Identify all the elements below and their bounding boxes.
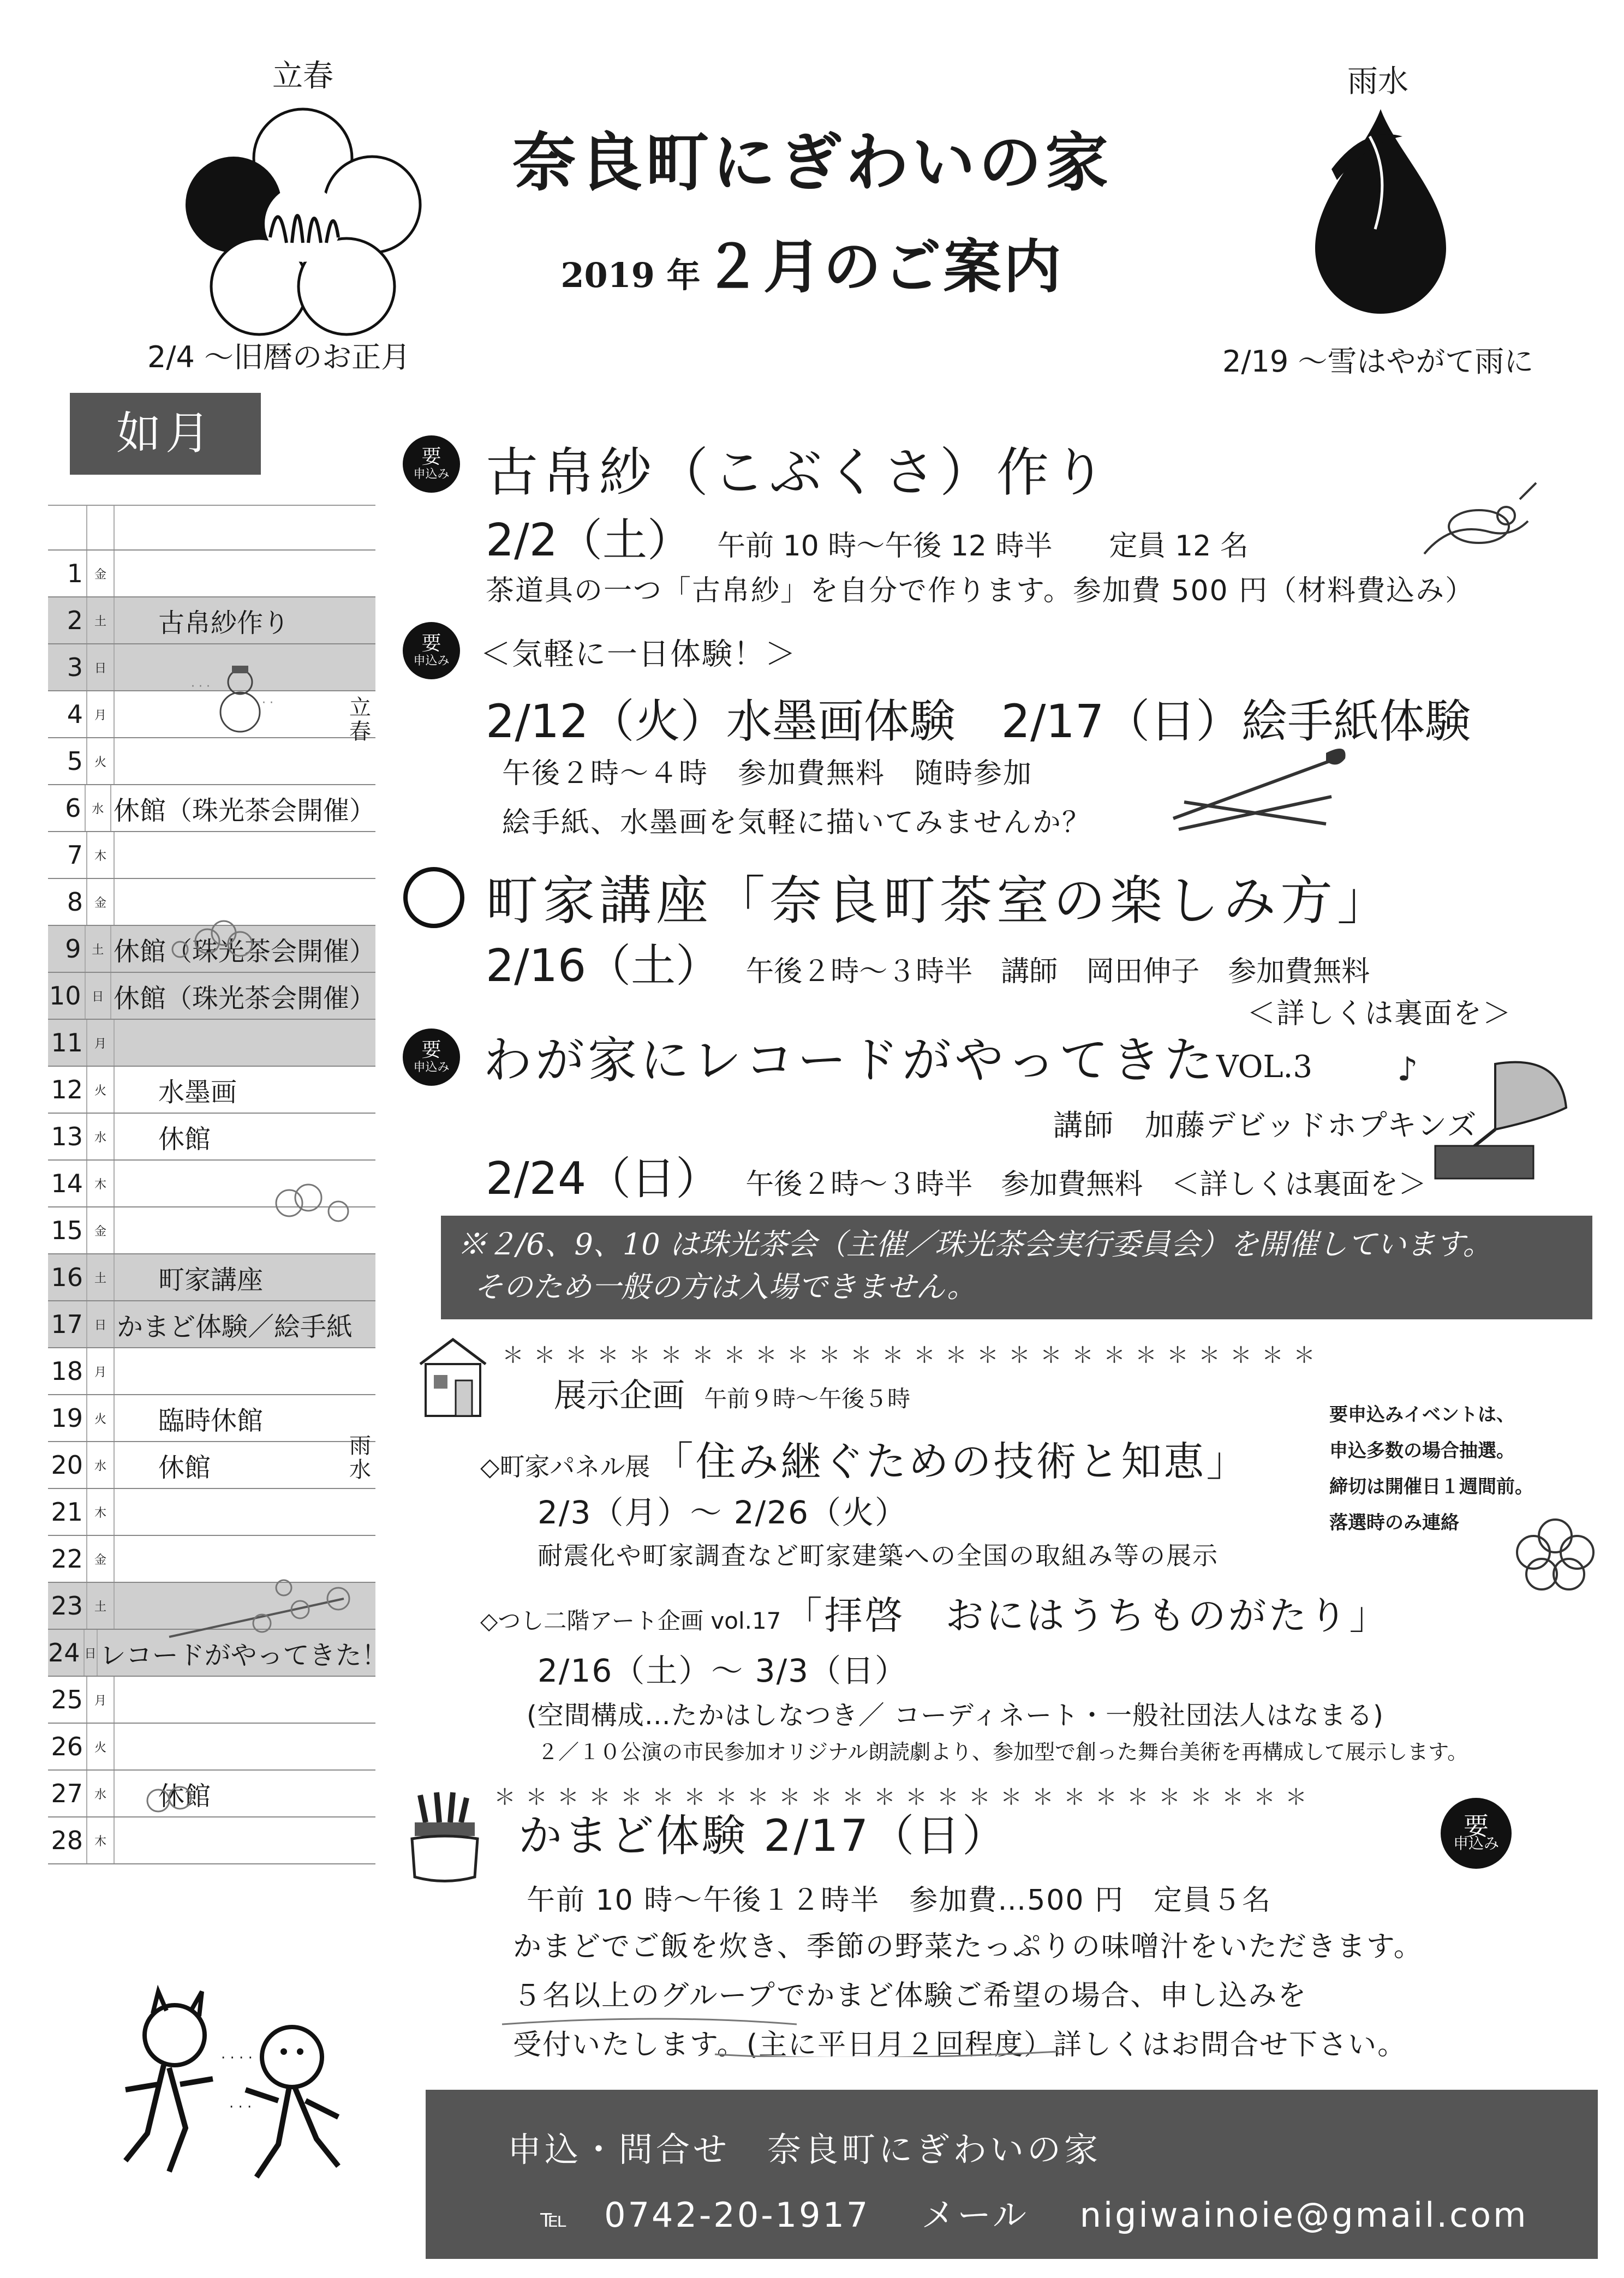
svg-text:· · ·: · · ·	[191, 680, 210, 693]
calendar-weekday: 土	[85, 926, 111, 972]
calendar-row	[48, 1020, 375, 1067]
calendar-row	[48, 1724, 375, 1771]
calendar-risshun-mark: 立春	[349, 695, 371, 744]
calendar-event: 町家講座	[158, 1264, 264, 1295]
calendar-weekday: 木	[86, 1817, 115, 1863]
star-divider: ＊＊＊＊＊＊＊＊＊＊＊＊＊＊＊＊＊＊＊＊＊＊＊＊＊＊	[494, 1785, 1317, 1810]
kamado-group-line1: ５名以上のグループでかまど体験ご希望の場合、申し込みを	[513, 1980, 1307, 2012]
koza-date: 2/16（土）	[486, 940, 721, 992]
apply-required-badge	[1441, 1798, 1512, 1869]
underline-swoosh	[497, 2002, 1070, 2057]
contact-label: 申込・問合せ 奈良町にぎわいの家	[507, 2130, 1102, 2169]
calendar-day: 20	[51, 1450, 83, 1480]
lottery-line1: 要申込みイベントは、	[1329, 1404, 1515, 1426]
exhibition-hours: 午前９時～午後５時	[704, 1385, 911, 1412]
koza-more: ＜詳しくは裏面を＞	[1247, 997, 1513, 1030]
record-vol: VOL.3	[1216, 1049, 1312, 1085]
calendar-weekday: 日	[85, 973, 111, 1019]
calendar-weekday: 金	[86, 1536, 115, 1582]
calendar-day: 15	[51, 1216, 83, 1245]
calendar-event: レコードがやってきた！	[99, 1640, 388, 1671]
art-title-row	[480, 1585, 1390, 1640]
apply-required-badge	[403, 1029, 460, 1086]
record-date: 2/24（日）	[486, 1153, 721, 1205]
calendar-day: 5	[67, 746, 83, 776]
calendar-weekday: 日	[86, 1301, 115, 1347]
contact-panel	[426, 2090, 1598, 2259]
panel-dates: 2/3（月）～ 2/26（火）	[538, 1494, 908, 1531]
calendar-weekday: 水	[86, 1771, 115, 1816]
calendar-day: 21	[51, 1497, 83, 1527]
calendar-day: 26	[51, 1732, 83, 1761]
mail-label: メール	[921, 2195, 1029, 2235]
kobukusa-time: 午前 10 時～午後 12 時半 定員 12 名	[717, 530, 1249, 563]
taiken-desc: 絵手紙、水墨画を気軽に描いてみませんか？	[502, 806, 1092, 839]
brushes-icon	[1162, 737, 1353, 840]
apply-required-badge	[403, 622, 460, 679]
calendar-day: 2	[67, 606, 83, 635]
calendar-row	[48, 1677, 375, 1724]
badge-sub: 申込み	[1453, 1834, 1499, 1852]
calendar-event: 休館（珠光茶会開催）	[113, 795, 375, 826]
calendar-row	[48, 738, 375, 785]
branch-doodle-icon	[164, 1577, 371, 1648]
calendar-weekday: 日	[83, 1630, 98, 1676]
calendar-row	[48, 1395, 375, 1442]
calendar-header	[48, 506, 375, 551]
calendar-day: 17	[51, 1310, 83, 1339]
year-label: 2019 年	[560, 255, 701, 295]
record-lecturer: 講師 加藤デビッドホプキンズ	[1053, 1108, 1478, 1143]
panel-prefix: ◇町家パネル展	[480, 1452, 650, 1481]
panel-title: 「住み継ぐための技術と知恵」	[653, 1438, 1249, 1485]
raindrop-icon	[1299, 104, 1462, 327]
flower-doodle-icon	[158, 911, 322, 971]
calendar-weekday: 月	[86, 1677, 115, 1723]
lottery-line3: 締切は開催日１週間前。	[1329, 1476, 1533, 1498]
snowman-icon	[180, 657, 289, 739]
badge-sub: 申込み	[413, 467, 450, 481]
calendar-day: 10	[49, 981, 81, 1011]
calendar-event: 水墨画	[158, 1077, 237, 1108]
calendar-row	[48, 785, 375, 832]
calendar-day: 13	[51, 1122, 83, 1151]
badge-sub: 申込み	[413, 654, 450, 668]
calendar-row	[48, 1254, 375, 1301]
calendar-day: 24	[48, 1638, 80, 1667]
calendar-day: 8	[67, 887, 83, 917]
notice-banner	[441, 1216, 1592, 1319]
calendar-weekday: 月	[86, 1348, 115, 1394]
calendar-row	[48, 1114, 375, 1161]
badge-main: 要	[421, 1038, 441, 1061]
calendar-row	[48, 597, 375, 644]
art-dates: 2/16（土）～ 3/3（日）	[538, 1652, 908, 1689]
calendar-day: 25	[51, 1685, 83, 1714]
calendar-weekday: 土	[86, 1254, 115, 1300]
usui-caption: 2/19 ～雪はやがて雨に	[1222, 344, 1534, 379]
lottery-line4: 落選時のみ連絡	[1329, 1512, 1459, 1534]
kobukusa-title: 古帛紗（こぶくさ）作り	[486, 442, 1110, 503]
art-prefix: ◇つし二階アート企画 vol.17	[480, 1607, 781, 1634]
calendar-event: 休館	[158, 1123, 211, 1155]
calendar-event: 休館	[158, 1452, 211, 1483]
calendar-row	[48, 1348, 375, 1395]
calendar-weekday: 火	[86, 1067, 115, 1113]
taiken-title: 2/12（火）水墨画体験 2/17（日）絵手紙体験	[486, 695, 1471, 748]
calendar-weekday: 土	[86, 597, 115, 643]
calendar-row	[48, 551, 375, 597]
lottery-line2: 申込多数の場合抽選。	[1329, 1440, 1515, 1462]
badge-main: 要	[421, 445, 441, 468]
kobukusa-date: 2/2（土）	[486, 515, 692, 566]
month-heading: ２月のご案内	[703, 232, 1064, 301]
plum-blossom-icon	[175, 106, 431, 346]
calendar-weekday: 水	[86, 1114, 115, 1159]
calendar-weekday: 火	[86, 1395, 115, 1441]
calendar-row	[48, 1301, 375, 1348]
panel-desc: 耐震化や町家調査など町家建築への全国の取組み等の展示	[538, 1541, 1219, 1570]
badge-sub: 申込み	[413, 1060, 450, 1074]
calendar-weekday: 月	[86, 691, 115, 737]
exhibition-heading-row	[554, 1370, 910, 1416]
badge-main: 要	[421, 632, 441, 655]
calendar-weekday: 日	[86, 644, 115, 690]
flower-doodle-icon	[256, 1173, 366, 1233]
taiken-heading: ＜気軽に一日体験！＞	[480, 637, 797, 672]
calendar-weekday: 火	[86, 1724, 115, 1769]
calendar-usui-mark: 雨水	[349, 1433, 371, 1482]
open-circle-icon	[401, 865, 467, 930]
calendar-day: 16	[51, 1263, 83, 1292]
svg-text:· · · ·: · · · ·	[221, 2050, 253, 2066]
gramophone-icon	[1386, 1048, 1583, 1184]
calendar-day: 9	[65, 934, 81, 964]
calendar-day: 6	[65, 793, 81, 823]
oni-setsubun-illustration	[104, 1981, 360, 2193]
calendar-event: かまど体験／絵手紙	[117, 1311, 353, 1342]
calendar-weekday: 金	[86, 551, 115, 596]
calendar-event: 休館（珠光茶会開催）	[113, 983, 375, 1014]
tel-number[interactable]: 0742-20-1917	[604, 2195, 870, 2235]
record-date-row	[486, 1143, 1426, 1207]
kamado-group-line2: 受付いたします。(主に平日月２回程度）詳しくはお問合せ下さい。	[513, 2029, 1407, 2061]
tel-label: ℡	[540, 2203, 570, 2233]
calendar-day: 7	[67, 840, 83, 870]
contact-line	[540, 2188, 1529, 2237]
art-title: 「拝啓 おにはうちものがたり」	[784, 1593, 1390, 1638]
calendar-weekday: 土	[86, 1583, 115, 1629]
calendar-weekday: 木	[86, 832, 115, 878]
calendar-row	[48, 973, 375, 1020]
kobukusa-date-row	[486, 505, 1249, 569]
calendar-event: 臨時休館	[158, 1405, 264, 1436]
notice-line2: そのため一般の方は入場できません。	[474, 1270, 977, 1304]
kamado-desc: かまどでご飯を炊き、季節の野菜たっぷりの味噌汁をいただきます。	[513, 1930, 1423, 1963]
apply-required-badge	[403, 435, 460, 493]
kamado-stove-icon	[398, 1784, 491, 1888]
calendar-day: 4	[67, 699, 83, 729]
calendar-day: 19	[51, 1403, 83, 1433]
calendar-day: 18	[51, 1356, 83, 1386]
calendar-row	[48, 1489, 375, 1536]
flower-doodle-icon	[131, 1776, 213, 1825]
koza-title: 町家講座「奈良町茶室の楽しみ方」	[486, 870, 1394, 931]
calendar-weekday: 水	[85, 785, 111, 831]
plum-flower-icon	[1512, 1511, 1599, 1593]
calendar-day: 11	[51, 1028, 83, 1057]
page-title: 奈良町にぎわいの家	[512, 125, 1112, 200]
calendar-weekday: 木	[86, 1161, 115, 1206]
panel-title-row	[480, 1430, 1249, 1487]
calendar-row	[48, 1536, 375, 1583]
risshun-label: 立春	[272, 58, 333, 94]
calendar-day: 22	[51, 1544, 83, 1574]
svg-text:· ·: · ·	[262, 696, 273, 710]
kobukusa-desc: 茶道具の一つ「古帛紗」を自分で作ります。参加費 500 円（材料費込み）	[486, 575, 1475, 607]
calendar-day: 28	[51, 1826, 83, 1855]
koza-detail: 午後２時～３時半 講師 岡田伸子 参加費無料	[745, 955, 1370, 988]
month-tag: 如月	[70, 393, 261, 475]
art-desc: ２／１０公演の市民参加オリジナル朗読劇より、参加型で創った舞台美術を再構成して展示します。	[538, 1740, 1468, 1764]
calendar-row	[48, 1067, 375, 1114]
art-credit: (空間構成…たかはしなつき／ コーディネート・一般社団法人はなまる)	[527, 1700, 1384, 1731]
bird-icon	[1402, 467, 1544, 576]
record-title-row	[483, 1020, 1312, 1091]
calendar-weekday: 木	[86, 1489, 115, 1535]
taiken-time: 午後２時～４時 参加費無料 随時参加	[502, 757, 1033, 790]
kamado-time: 午前 10 時～午後１２時半 参加費…500 円 定員５名	[527, 1884, 1272, 1917]
mail-address[interactable]: nigiwainoie@gmail.com	[1079, 2195, 1529, 2235]
koza-date-row	[486, 930, 1370, 994]
calendar-day: 3	[67, 653, 83, 682]
svg-text:♪: ♪	[1397, 1050, 1418, 1089]
calendar-weekday: 火	[86, 738, 115, 784]
calendar-day: 12	[51, 1075, 83, 1104]
calendar-day: 14	[51, 1169, 83, 1198]
machiya-house-icon	[409, 1331, 497, 1424]
svg-text:· · ·: · · ·	[229, 2099, 252, 2115]
kamado-title: かまど体験 2/17（日）	[518, 1810, 1008, 1861]
notice-line1: ※２/6、9、10 は珠光茶会（主催／珠光茶会実行委員会）を開催しています。	[457, 1227, 1492, 1261]
calendar-day: 1	[67, 559, 83, 588]
usui-label: 雨水	[1347, 64, 1408, 99]
exhibition-heading: 展示企画	[554, 1377, 685, 1415]
record-title: わが家にレコードがやってきた	[483, 1032, 1216, 1089]
calendar-weekday: 月	[86, 1020, 115, 1066]
calendar-day: 27	[51, 1779, 83, 1808]
risshun-caption: 2/4 ～旧暦のお正月	[147, 340, 411, 374]
calendar-event: 休館（珠光茶会開催）	[113, 936, 375, 967]
calendar-day: 23	[51, 1591, 83, 1621]
calendar-row	[48, 832, 375, 879]
calendar-weekday: 金	[86, 1207, 115, 1253]
record-detail: 午後２時～３時半 参加費無料 ＜詳しくは裏面を＞	[745, 1168, 1427, 1201]
calendar-event: 古帛紗作り	[158, 607, 290, 638]
calendar-weekday: 金	[86, 879, 115, 925]
star-divider: ＊＊＊＊＊＊＊＊＊＊＊＊＊＊＊＊＊＊＊＊＊＊＊＊＊＊	[502, 1343, 1325, 1368]
calendar-row	[48, 1442, 375, 1489]
badge-main: 要	[1464, 1811, 1489, 1841]
calendar-event: 休館	[158, 1780, 211, 1811]
calendar-weekday: 水	[86, 1442, 115, 1488]
